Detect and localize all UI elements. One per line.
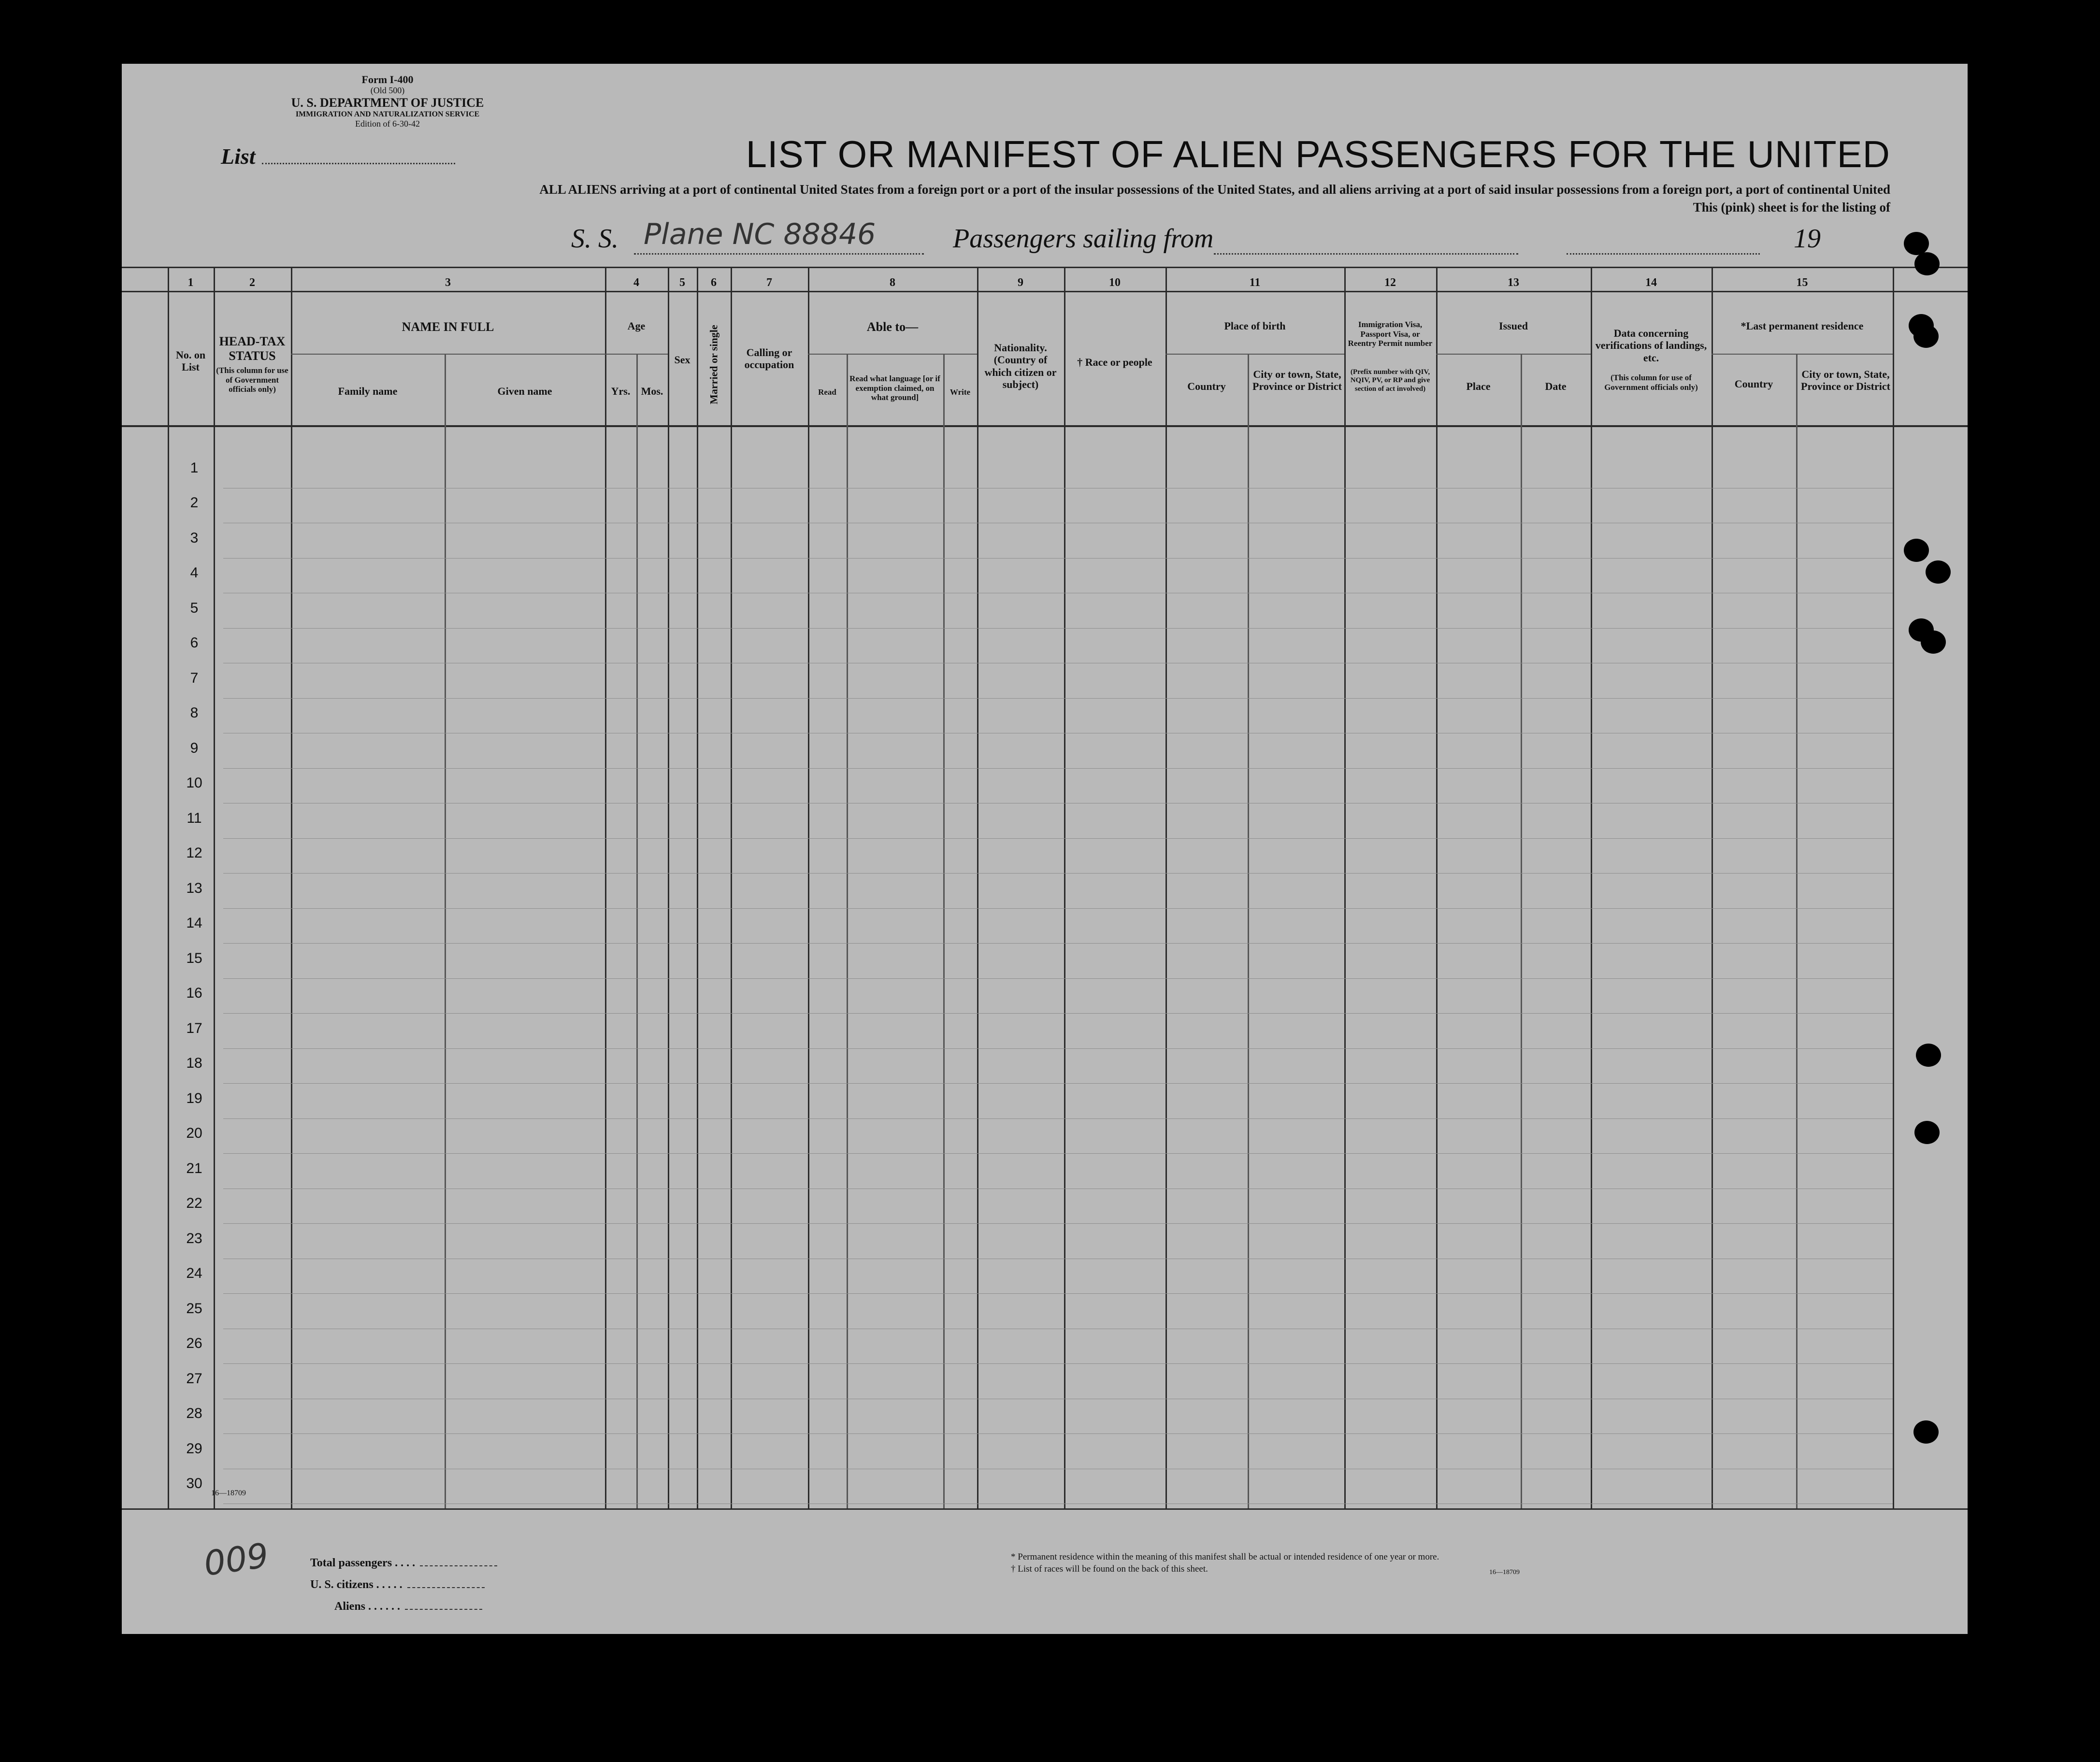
row-number: 23 [186, 1230, 202, 1246]
header-head-tax-note: (This column for use of Government officials only) [216, 366, 288, 394]
row-number: 16 [186, 985, 202, 1001]
header-read: Read [818, 387, 836, 397]
aliens-line: Aliens . . . . . . [334, 1600, 482, 1613]
page-number-handwritten: 009 [201, 1535, 271, 1584]
col-line [1248, 354, 1249, 1508]
column-number: 11 [1249, 276, 1261, 289]
column-number: 6 [711, 276, 717, 289]
row-number: 7 [190, 670, 199, 686]
col-line [445, 354, 446, 1508]
punch-hole [1926, 560, 1951, 584]
row-rule [223, 558, 1893, 559]
total-passengers-line: Total passengers . . . . [310, 1557, 497, 1570]
us-citizens-field[interactable] [407, 1587, 485, 1588]
row-number: 17 [186, 1020, 202, 1036]
header-given-name: Given name [497, 385, 552, 397]
ss-vessel-handwritten[interactable]: Plane NC 88846 [644, 217, 876, 251]
col-line [1591, 267, 1592, 1508]
row-number: 19 [186, 1090, 202, 1106]
punch-hole [1914, 252, 1940, 275]
col-line [808, 267, 809, 1508]
row-number: 24 [186, 1265, 202, 1281]
row-rule [223, 838, 1893, 839]
header-bottom-rule [122, 425, 1968, 427]
row-rule [223, 943, 1893, 944]
col-line [977, 267, 978, 1508]
row-number: 29 [186, 1440, 202, 1457]
row-number: 25 [186, 1300, 202, 1317]
aliens-label: Aliens [334, 1600, 366, 1613]
column-number: 4 [633, 276, 639, 289]
footnote-races: † List of races will be found on the back of this sheet. [1011, 1564, 1208, 1574]
col-line [847, 354, 848, 1508]
punch-hole [1904, 232, 1929, 255]
us-citizens-label: U. S. citizens [310, 1578, 374, 1591]
department-name: U. S. DEPARTMENT OF JUSTICE [291, 95, 484, 110]
row-rule [223, 978, 1893, 979]
header-calling: Calling or occupation [744, 346, 794, 371]
col-line [731, 267, 732, 1508]
column-number: 12 [1384, 276, 1396, 289]
sailing-label: Passengers sailing from [953, 224, 1214, 254]
row-number: 21 [186, 1160, 202, 1176]
row-rule [223, 1223, 1893, 1224]
row-rule [223, 1083, 1893, 1084]
header-race: † Race or people [1077, 356, 1152, 368]
header-issued: Issued [1499, 320, 1528, 332]
row-number: 22 [186, 1195, 202, 1211]
row-number: 20 [186, 1125, 202, 1141]
row-number: 1 [190, 459, 199, 476]
punch-hole [1904, 539, 1929, 562]
column-number: 1 [187, 276, 194, 289]
row-number: 5 [190, 600, 199, 616]
punch-hole [1913, 325, 1939, 348]
row-rule [223, 1048, 1893, 1049]
row-number: 3 [190, 530, 199, 546]
row-number: 27 [186, 1370, 202, 1387]
ss-vessel-line [634, 253, 924, 255]
row-number: 15 [186, 950, 202, 966]
col-line [668, 267, 669, 1508]
subheader-rule [1165, 354, 1344, 355]
ss-label: S. S. [571, 224, 618, 254]
col-line [1712, 267, 1713, 1508]
col-line [1521, 354, 1522, 1508]
row-number: 28 [186, 1405, 202, 1421]
col-line [291, 267, 292, 1508]
row-number: 12 [186, 845, 202, 861]
col-line [697, 267, 698, 1508]
header-last-residence: *Last permanent residence [1740, 320, 1864, 332]
row-rule [223, 1013, 1893, 1014]
subheader-rule [605, 354, 668, 355]
punch-hole [1916, 1044, 1941, 1067]
header-birth-city: City or town, State, Province or District [1252, 368, 1342, 393]
header-no-on-list: No. on List [175, 349, 206, 373]
service-name: IMMIGRATION AND NATURALIZATION SERVICE [295, 110, 480, 118]
row-rule [223, 873, 1893, 874]
col-line [1436, 267, 1438, 1508]
document-subtitle: ALL ALIENS arriving at a port of continental United States from a foreign port or a port of the insular possessions of the United States, and all aliens arriving at a port of said insular possessions from a foreign port, a port of continental United [539, 182, 1890, 197]
table-top-rule [122, 267, 1968, 268]
footnote-permanent-residence: * Permanent residence within the meaning of this manifest shall be actual or intended residence of one year or more. [1011, 1552, 1439, 1562]
header-age: Age [627, 320, 646, 332]
header-issued-place: Place [1466, 380, 1491, 392]
list-number-field[interactable] [262, 163, 455, 164]
col-line [636, 354, 638, 1508]
row-rule [223, 1293, 1893, 1294]
col-line [943, 354, 945, 1508]
header-place-of-birth: Place of birth [1224, 320, 1286, 332]
column-number: 3 [445, 276, 451, 289]
header-nationality: Nationality. (Country of which citizen or subject) [984, 342, 1057, 390]
total-passengers-label: Total passengers [310, 1557, 392, 1569]
column-number: 2 [249, 276, 255, 289]
form-header [267, 73, 508, 129]
col-line [168, 267, 169, 1508]
row-number: 13 [186, 880, 202, 896]
col-line [1796, 354, 1798, 1508]
column-number: 15 [1796, 276, 1808, 289]
sailing-port-field[interactable] [1214, 253, 1518, 255]
sailing-date-field[interactable] [1567, 253, 1760, 255]
row-rule [223, 1118, 1893, 1119]
row-number: 10 [186, 775, 202, 791]
row-rule [223, 1433, 1893, 1434]
row-rule [223, 698, 1893, 699]
row-number: 2 [190, 495, 199, 511]
total-passengers-field[interactable] [420, 1565, 497, 1566]
col-line [1165, 267, 1167, 1508]
row-number: 4 [190, 565, 199, 581]
row-number: 9 [190, 740, 199, 756]
header-family-name: Family name [338, 385, 398, 397]
row-rule [223, 628, 1893, 629]
form-old-number: (Old 500) [370, 86, 405, 96]
header-name-in-full: NAME IN FULL [402, 320, 494, 334]
subheader-rule [808, 354, 977, 355]
year-label: 19 [1794, 224, 1821, 254]
column-number: 7 [766, 276, 772, 289]
subheader-rule [1436, 354, 1591, 355]
column-number: 9 [1018, 276, 1023, 289]
form-number: Form I-400 [361, 73, 414, 86]
row-rule [223, 1153, 1893, 1154]
header-res-country: Country [1734, 378, 1773, 390]
subheader-rule [1712, 354, 1893, 355]
row-number: 26 [186, 1335, 202, 1351]
row-rule [223, 908, 1893, 909]
col-line [1344, 267, 1346, 1508]
row-rule [223, 768, 1893, 769]
punch-hole [1914, 1121, 1940, 1144]
header-write: Write [949, 387, 971, 397]
row-number: 18 [186, 1055, 202, 1071]
header-read-language: Read what language [or if exemption claimed, on what ground] [849, 374, 940, 402]
header-age-mos: Mos. [641, 385, 663, 397]
col-line [1064, 267, 1065, 1508]
table-bottom-rule [122, 1508, 1968, 1510]
row-number: 14 [186, 915, 202, 931]
header-age-yrs: Yrs. [611, 385, 631, 397]
column-number: 10 [1109, 276, 1121, 289]
row-number: 30 [186, 1475, 202, 1491]
row-rule [223, 1363, 1893, 1364]
header-issued-date: Date [1545, 380, 1567, 392]
header-married: Married or single [707, 325, 720, 404]
column-number-rule [122, 291, 1968, 292]
subheader-rule [291, 354, 605, 355]
col-line [605, 267, 606, 1508]
column-number: 13 [1508, 276, 1519, 289]
header-immigration-visa-note: (Prefix number with QIV, NQIV, PV, or RP and give section of act involved) [1350, 368, 1430, 393]
punch-hole [1921, 630, 1946, 654]
header-immigration-visa: Immigration Visa, Passport Visa, or Reentry Permit number [1348, 320, 1433, 348]
manifest-sheet [122, 64, 1968, 1634]
punch-hole [1913, 1420, 1939, 1444]
row-number: 11 [187, 810, 202, 826]
header-sex: Sex [674, 354, 690, 366]
header-birth-country: Country [1187, 380, 1226, 392]
row-number: 8 [190, 705, 199, 721]
document-subtitle-2: This (pink) sheet is for the listing of [1693, 200, 1890, 215]
header-data-verifications-note: (This column for use of Government officials only) [1604, 373, 1698, 392]
header-able-to: Able to— [866, 320, 919, 334]
footer-print-code: 16—18709 [1489, 1569, 1520, 1576]
form-edition: Edition of 6-30-42 [355, 119, 420, 129]
document-title: LIST OR MANIFEST OF ALIEN PASSENGERS FOR THE UNITED [746, 133, 1890, 175]
header-head-tax: HEAD-TAX STATUS [219, 334, 286, 363]
col-line [1893, 267, 1894, 1508]
list-label: List [221, 144, 256, 169]
column-number: 8 [890, 276, 895, 289]
table-print-code: 16—18709 [211, 1489, 246, 1497]
us-citizens-line: U. S. citizens . . . . . [310, 1578, 485, 1591]
header-res-city: City or town, State, Province or District [1801, 368, 1890, 393]
column-number: 14 [1645, 276, 1657, 289]
column-number: 5 [679, 276, 685, 289]
row-number: 6 [190, 635, 199, 651]
header-data-verifications: Data concerning verifications of landings, etc. [1595, 327, 1707, 364]
aliens-field[interactable] [405, 1609, 482, 1610]
